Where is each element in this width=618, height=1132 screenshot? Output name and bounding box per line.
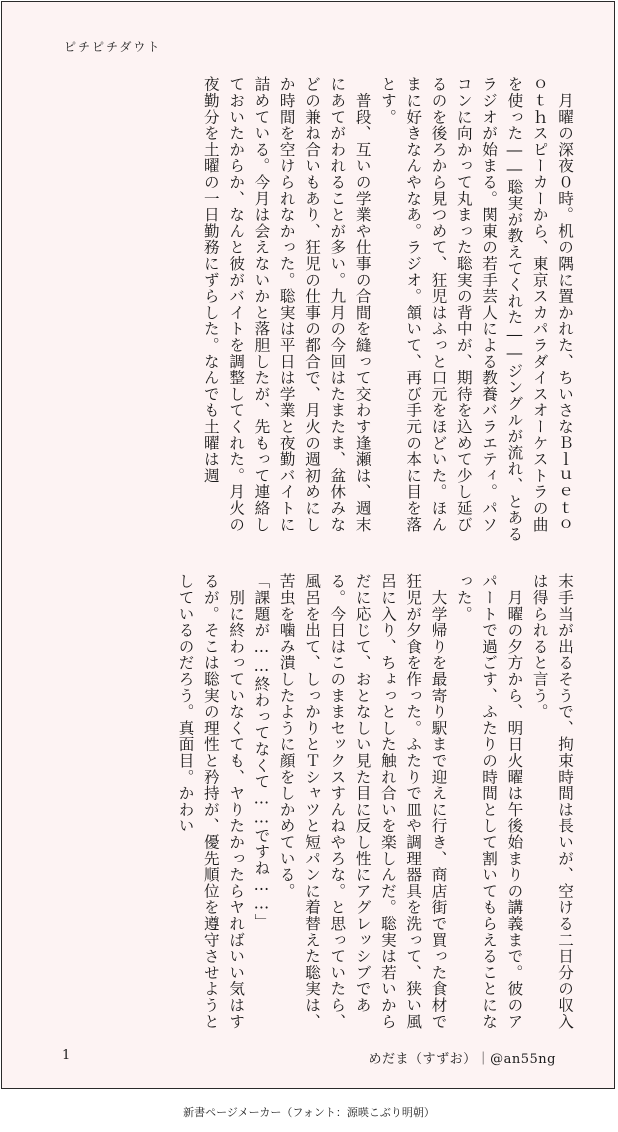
- paragraph: 月曜の深夜０時。机の隅に置かれた、ちいさなＢｌｕｅｔｏｏｔｈスピーカーから、東京スカパラダイスオーケストラの曲を使った――聡実が教えてくれた――ジングルが流れ、とあるラジオが始まる。関東の若手芸人による教養バラエティ。パソコンに向かって丸まった聡実の背中が、期待を込めて少し延びるのを後ろから見つめて、狂児はふっと口元をほどいた。ほんまに好きなんやなあ。ラジオ。頷いて、再び手元の本に目を落とす。: [378, 76, 574, 542]
- author-credit: めだま（すずお）｜@an55ng: [368, 1052, 556, 1067]
- paragraph: 普段、互いの学業や仕事の合間を縫って交わす逢瀬は、週末にあてがわれることが多い。九月の今回はたまたま、盆休みなどの兼ね合いもあり、狂児の仕事の都合で、月火の週初めにしか時間を空けられなかった。聡実は平日は学業と夜勤バイトに詰めている。今月は会えないかと落胆したが、先もって連絡しておいたからか、なんと彼がバイトを調整してくれた。月火の夜勤分を土曜の一日勤務にずらした。なんでも土曜は週: [201, 76, 372, 533]
- paragraph: 末手当が出るそうで、拘束時間は長いが、空ける二日分の収入は得られると言う。: [530, 573, 574, 1030]
- paragraph: 大学帰りを最寄り駅まで迎えに行き、商店街で買った食材で狂児が夕食を作った。ふたりで皿や調理器具を洗って、狭い風呂に入り、ちょっとした触れ合いを楽しんだ。聡実は若いからだに応じて、おとなしい見た目に反し性にアグレッシブである。今日はこのままセックスすんねやろな。と思っていたら、風呂を出て、しっかりとＴシャツと短パンに着替えた聡実は、苦虫を噛み潰したように顔をしかめている。: [277, 573, 448, 1030]
- paragraph: 月曜の夕方から、明日火曜は午後始まりの講義まで。彼のアパートで過ごす、ふたりの時間として割いてもらえることになった。: [454, 573, 524, 1030]
- paragraph: 「課題が……終わってなくて……ですね……」: [252, 573, 271, 930]
- lower-text-block: [172, 573, 577, 1041]
- book-page: [1, 1, 615, 1089]
- page-title: ピチピチダウト: [64, 40, 162, 54]
- upper-text-block: [198, 76, 577, 544]
- paragraph: 別に終わっていなくても、ヤりたかったらヤればいい気はするが。そこは聡実の理性と矜持が、優先順位を遵守させようとしているのだろう。真面目。かわい: [176, 573, 246, 1030]
- footer-credit: 新書ページメーカー（フォント：源暎こぶり明朝）: [183, 1106, 435, 1119]
- page-number: 1: [62, 1048, 71, 1063]
